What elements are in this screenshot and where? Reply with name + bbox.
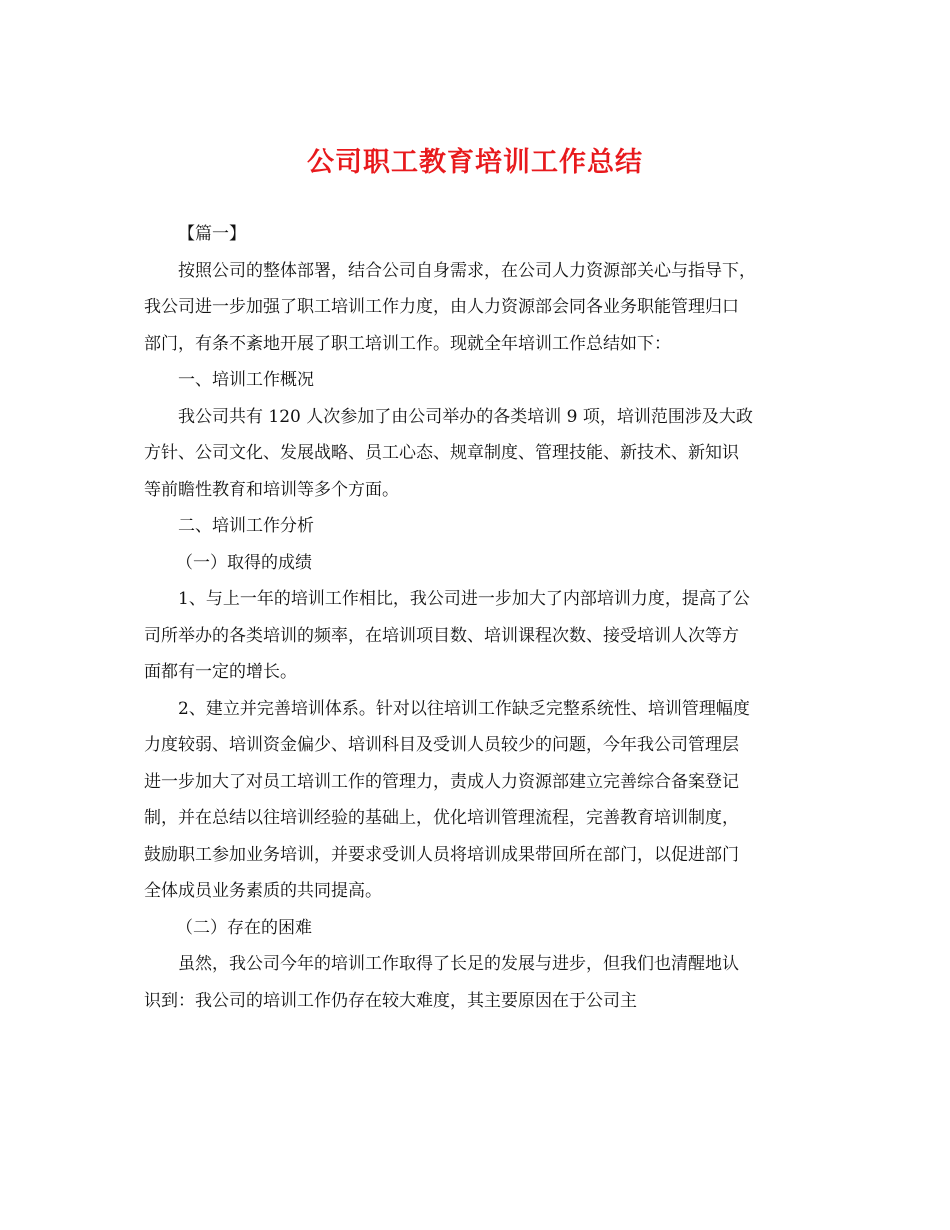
- section-heading: 二、培训工作分析: [178, 516, 314, 536]
- text-line: 我公司共有 120 人次参加了由公司举办的各类培训 9 项，培训范围涉及大政: [178, 406, 753, 427]
- document-title: 公司职工教育培训工作总结: [307, 147, 643, 178]
- subsection-heading: （一）取得的成绩: [176, 552, 312, 573]
- text-line: 1、与上一年的培训工作相比，我公司进一步加大了内部培训力度，提高了公: [178, 589, 750, 609]
- document-body: [144, 216, 806, 1019]
- text-line: 【篇一】: [178, 224, 246, 244]
- text-line: 部门，有条不紊地开展了职工培训工作。现就全年培训工作总结如下：: [144, 333, 671, 354]
- text-line: 方针、公司文化、发展战略、员工心态、规章制度、管理技能、新技术、新知识: [144, 443, 739, 463]
- text-line: 面都有一定的增长。: [144, 662, 297, 682]
- text-line: 识到：我公司的培训工作仍存在较大难度，其主要原因在于公司主: [144, 990, 637, 1011]
- text-line: 等前瞻性教育和培训等多个方面。: [144, 479, 399, 500]
- text-line: 力度较弱、培训资金偏少、培训科目及受训人员较少的问题，今年我公司管理层: [144, 735, 739, 755]
- text-line: 制，并在总结以往培训经验的基础上，优化培训管理流程，完善教育培训制度，: [144, 808, 739, 828]
- text-line: 按照公司的整体部署，结合公司自身需求，在公司人力资源部关心与指导下，: [178, 260, 756, 281]
- text-line: 虽然，我公司今年的培训工作取得了长足的发展与进步，但我们也清醒地认: [178, 954, 739, 974]
- text-line: 2、建立并完善培训体系。针对以往培训工作缺乏完整系统性、培训管理幅度: [178, 698, 750, 719]
- text-line: 我公司进一步加强了职工培训工作力度，由人力资源部会同各业务职能管理归口: [144, 297, 739, 317]
- text-line: 进一步加大了对员工培训工作的管理力，责成人力资源部建立完善综合备案登记: [144, 771, 739, 792]
- subsection-heading: （二）存在的困难: [176, 917, 312, 938]
- text-line: 全体成员业务素质的共同提高。: [144, 881, 382, 901]
- text-line: 司所举办的各类培训的频率，在培训项目数、培训课程次数、接受培训人次等方: [144, 625, 739, 646]
- section-heading: 一、培训工作概况: [178, 370, 314, 390]
- text-line: 鼓励职工参加业务培训，并要求受训人员将培训成果带回所在部门，以促进部门: [144, 844, 739, 865]
